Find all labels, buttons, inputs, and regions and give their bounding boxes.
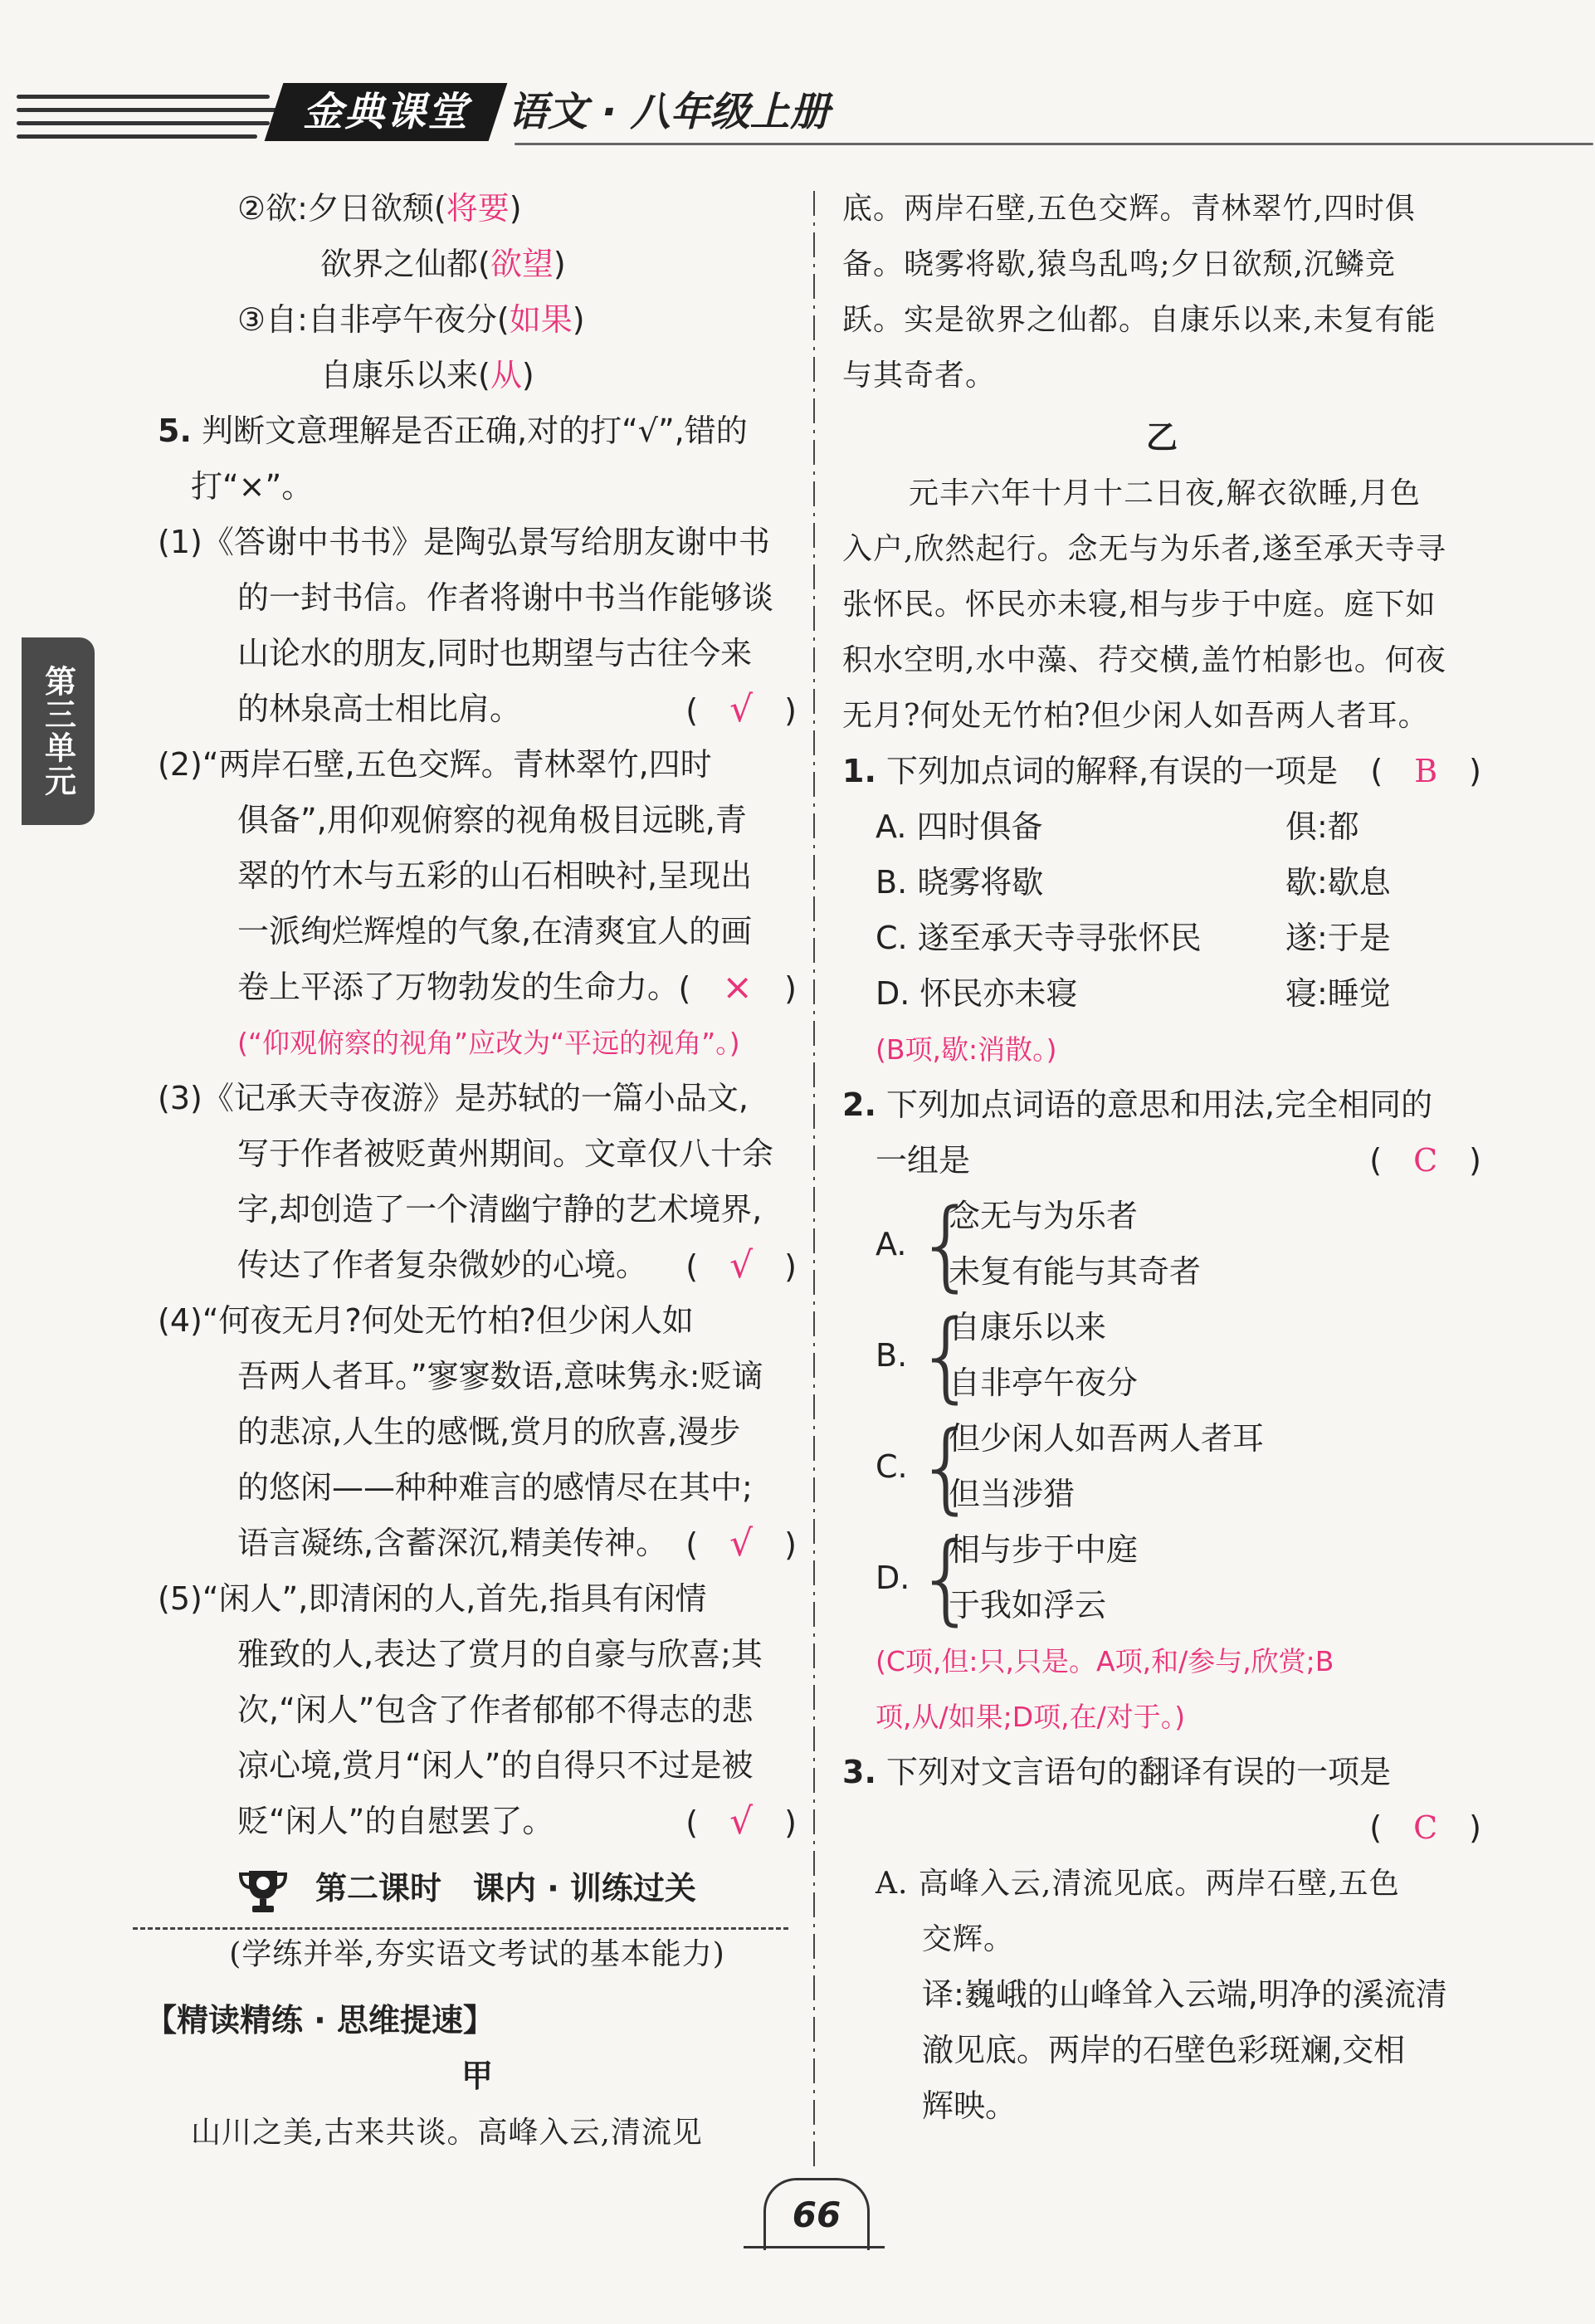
q1-stem: 1. 下列加点词的解释,有误的一项是 ( B ) [842,753,1481,789]
passage-a-line: 底。两岸石壁,五色交辉。青林翠竹,四时俱 [842,192,1416,226]
passage-a-line: 备。晓雾将歇,猿鸟乱鸣;夕日欲颓,沉鳞竞 [842,247,1397,281]
q3-answer: C [1413,1809,1438,1846]
passage-b-line: 无月?何处无竹柏?但少闲人如吾两人者耳。 [842,699,1429,733]
statement-line: (1)《答谢中书书》是陶弘景写给朋友谢中书 [158,524,770,560]
statement-line: 传达了作者复杂微妙的心境。 ( √ ) [237,1244,797,1286]
page-number: 66 [763,2178,870,2250]
statement-line: 字,却创造了一个清幽宁静的艺术境界, [237,1191,763,1228]
statement-line: 吾两人者耳。”寥寥数语,意味隽永:贬谪 [237,1358,763,1394]
statement-line: 卷上平添了万物勃发的生命力。 ( × ) [237,966,797,1008]
answer-mark: √ [729,688,754,730]
q2-option: B. { 自康乐以来 自非亭午夜分 [876,1298,1139,1413]
q3-option: 交辉。 [922,1922,1015,1956]
q3-option: A. 高峰入云,清流见底。两岸石壁,五色 [876,1867,1400,1901]
q3-bracket: ( C ) [1369,1809,1481,1846]
lesson-header [158,1856,797,1922]
q4-line: ②欲:夕日欲颓(将要) [237,190,522,227]
statement-line: 的一封书信。作者将谢中书当作能够谈 [237,579,774,616]
q2-stem: 2. 下列加点词语的意思和用法,完全相同的 [842,1086,1433,1123]
answer-mark: × [722,966,754,1008]
statement-line: 俱备”,用仰观俯察的视角极目远眺,青 [237,802,747,838]
statement-line: 贬“闲人”的自慰罢了。 ( √ ) [237,1800,797,1843]
answer-mark: √ [729,1522,754,1565]
answer-note: (C项,但:只,只是。A项,和/参与,欣赏;B [876,1645,1334,1677]
statement-line: 凉心境,赏月“闲人”的自得只不过是被 [237,1747,754,1784]
statement-line: 次,“闲人”包含了作者郁郁不得志的悲 [237,1692,754,1728]
passage-title-a: 甲 [461,2058,493,2094]
passage-a-line: 跃。实是欲界之仙都。自康乐以来,未复有能 [842,303,1436,337]
q3-translation: 澈见底。两岸的石壁色彩斑斓,交相 [922,2032,1406,2068]
passage-title-b: 乙 [1145,419,1178,456]
q2-option: A. { 念无与为乐者 未复有能与其奇者 [876,1187,1202,1301]
unit-side-tab: 第三单元 [22,637,95,825]
q2-option: C. { 但少闲人如吾两人者耳 但当涉猎 [876,1409,1265,1524]
section-title: 【精读精练 · 思维提速】 [145,2002,495,2038]
statement-line: 写于作者被贬黄州期间。文章仅八十余 [237,1135,774,1172]
statement-line: 一派绚烂辉煌的气象,在清爽宜人的画 [237,913,753,950]
q1-option: B. 晓雾将歇 歇:歇息 [876,864,1391,901]
q3-translation: 辉映。 [922,2087,1017,2124]
statement-line: 的悲凉,人生的感慨,赏月的欣喜,漫步 [237,1413,741,1450]
column-divider [812,191,817,2166]
q2-answer: C [1413,1142,1438,1179]
passage-b-line: 积水空明,水中藻、荇交横,盖竹柏影也。何夜 [842,643,1446,677]
passage-b-line: 入户,欣然起行。念无与为乐者,遂至承天寺寻 [842,532,1446,566]
q2-option: D. { 相与步于中庭 于我如浮云 [876,1521,1139,1635]
statement-line: (3)《记承天寺夜游》是苏轼的一篇小品文, [158,1080,749,1116]
answer-note: (B项,歇:消散。) [876,1033,1057,1066]
q1-option: D. 怀民亦未寝 寝:睡觉 [876,975,1391,1012]
statement-line: (4)“何夜无月?何处无竹柏?但少闲人如 [158,1302,694,1339]
answer-note: 项,从/如果;D项,在/对于。) [876,1701,1186,1733]
statement-line: 的林泉高士相比肩。 ( √ ) [237,688,797,730]
subject-title: 语文 · 八年级上册 [508,89,830,135]
statement-line: 的悠闲——种种难言的感情尽在其中; [237,1469,753,1506]
lesson-subtitle: (学练并举,夯实语文考试的基本能力) [229,1937,725,1971]
q2-stem: 一组是 ( C ) [876,1142,1481,1179]
q4-line: ③自:自非亭午夜分(如果) [237,301,585,338]
statement-line: (5)“闲人”,即清闲的人,首先,指具有闲情 [158,1580,707,1617]
q3-translation: 译:巍峨的山峰耸入云端,明净的溪流清 [922,1976,1447,2013]
q3-stem: 3. 下列对文言语句的翻译有误的一项是 [842,1754,1391,1790]
statement-line: 翠的竹木与五彩的山石相映衬,呈现出 [237,857,753,894]
answer-mark: √ [729,1244,754,1286]
right-column [842,181,1481,2134]
passage-b-line: 张怀民。怀民亦未寝,相与步于中庭。庭下如 [842,588,1436,622]
statement-line: 语言凝练,含蓄深沉,精美传神。 ( √ ) [237,1522,797,1565]
brand-logo: 金典课堂 [265,83,508,141]
answer-mark: √ [729,1800,754,1843]
statement-line: 雅致的人,表达了赏月的自豪与欣喜;其 [237,1636,763,1672]
statement-line: 山论水的朋友,同时也期望与古往今来 [237,635,753,671]
passage-b-line: 元丰六年十月十二日夜,解衣欲睡,月色 [909,476,1421,510]
q1-option: C. 遂至承天寺寻张怀民 遂:于是 [876,920,1391,956]
page-number-rule [744,2246,885,2248]
q5-stem: 打“×”。 [191,468,314,505]
q4-line: 自康乐以来(从) [320,357,534,393]
left-column [145,181,797,2162]
lesson-title: 第二课时 课内 · 训练过关 [315,1870,696,1907]
q4-line: 欲界之仙都(欲望) [320,246,566,282]
statement-line: (2)“两岸石壁,五色交辉。青林翠竹,四时 [158,746,712,783]
q1-option: A. 四时俱备 俱:都 [876,808,1359,845]
q5-stem: 5. 判断文意理解是否正确,对的打“√”,错的 [158,413,748,449]
passage-a-line: 山川之美,古来共谈。高峰入云,清流见 [191,2116,703,2150]
trophy-icon [237,1866,289,1914]
answer-note: (“仰观俯察的视角”应改为“平远的视角”。) [237,1027,740,1059]
q1-answer: B [1414,753,1438,789]
passage-a-line: 与其奇者。 [842,359,997,393]
